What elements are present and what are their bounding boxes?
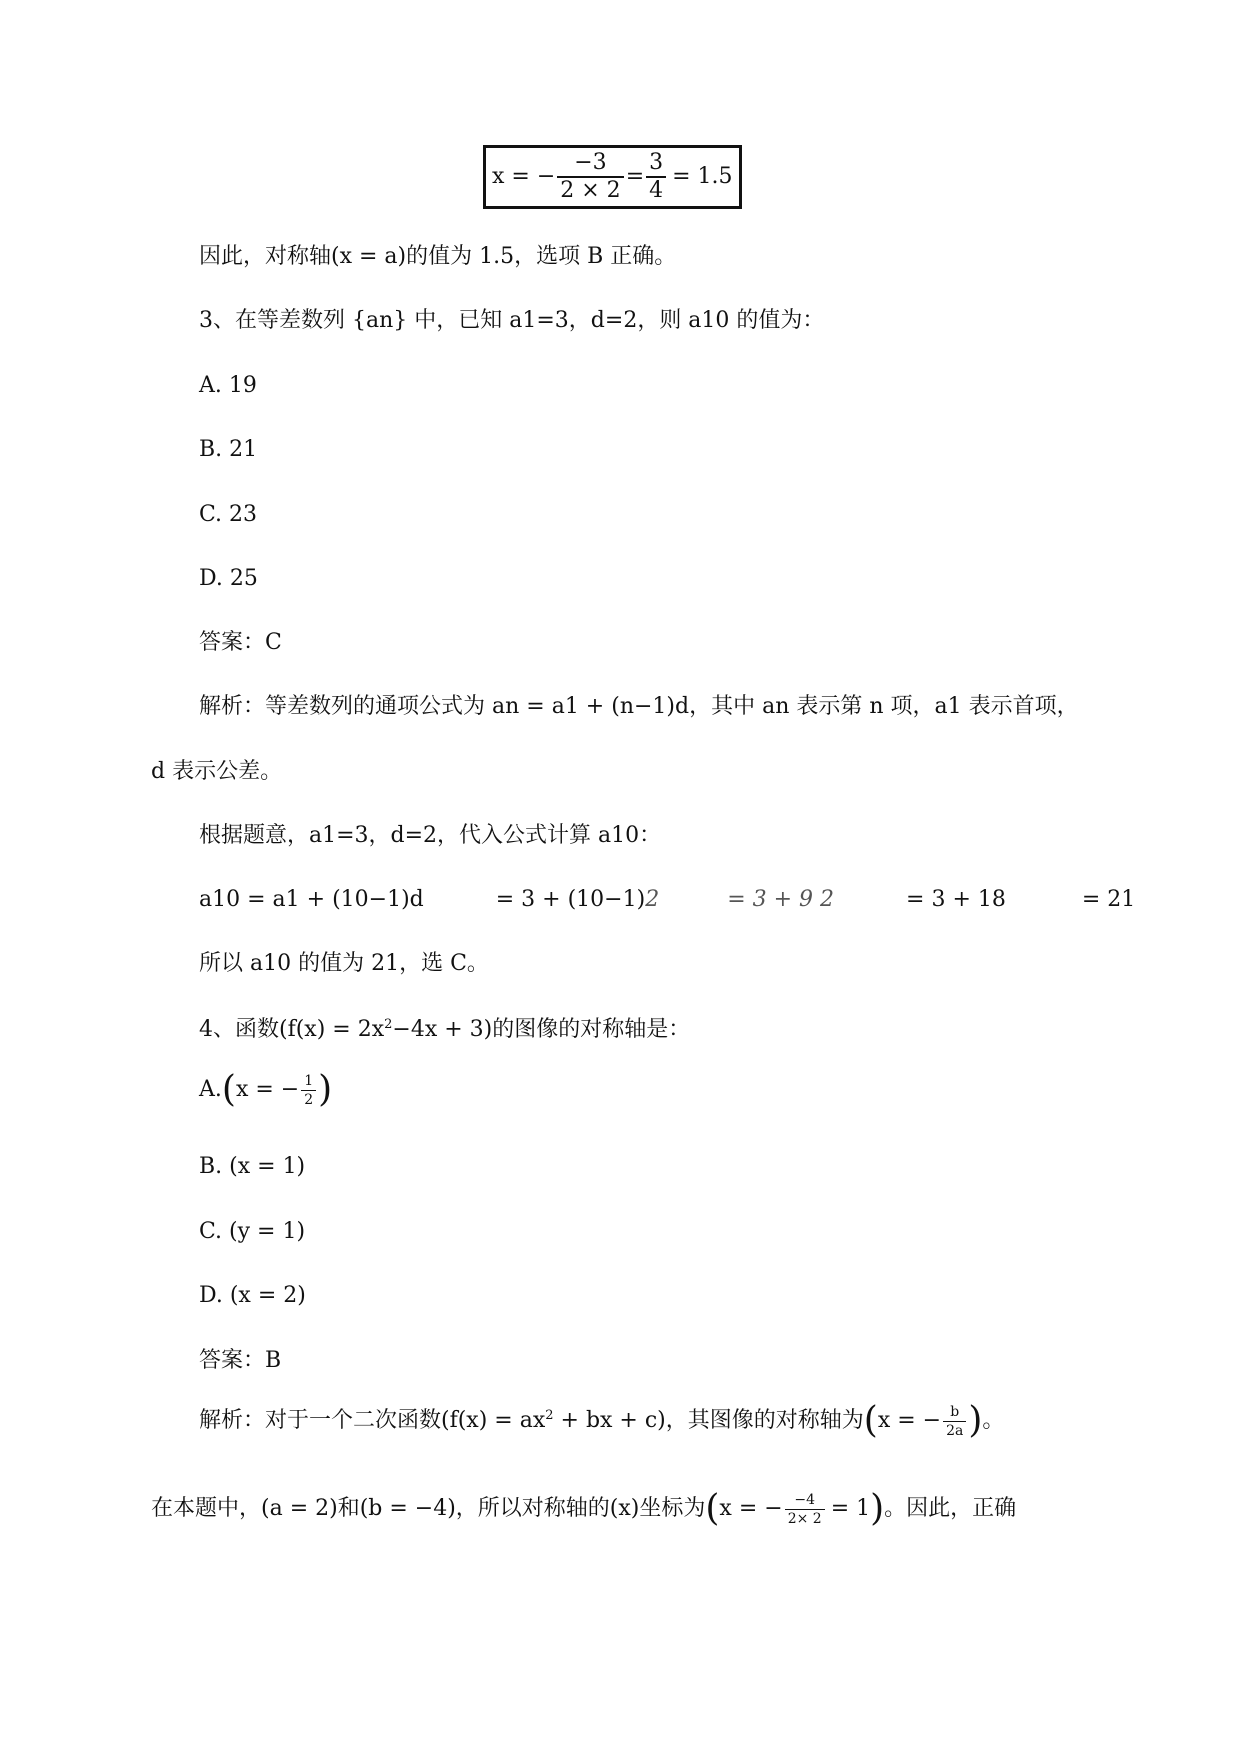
analysis-paren-close: ) (968, 1400, 983, 1441)
option-a-numerator: 1 (304, 1072, 314, 1089)
option-a-denominator: 2 (301, 1090, 316, 1107)
formula-fraction-2 (646, 152, 666, 202)
calc-step-2-multiplier: 2 (645, 887, 660, 912)
question-3-option-c: C. 23 (199, 502, 258, 527)
question-4-answer: 答案：B (199, 1348, 282, 1373)
calc-step-5: = 21 (1081, 887, 1136, 912)
question-3-conclusion: 所以 a10 的值为 21，选 C。 (199, 951, 489, 976)
last-line-post: 。因此，正确 (884, 1496, 1017, 1521)
analysis-end: 。 (982, 1408, 1005, 1433)
analysis-exponent: 2 (545, 1408, 554, 1423)
last-line-paren-close: ) (870, 1488, 885, 1529)
question-4-option-c: C. (y = 1) (199, 1219, 306, 1244)
question-3-option-d: D. 25 (199, 566, 258, 591)
question-3-calculation (199, 889, 1135, 911)
option-a-expression: x = − (235, 1077, 300, 1102)
question-4-analysis-line-1 (199, 1400, 1005, 1441)
last-line-denominator: 2× 2 (785, 1509, 825, 1526)
question-3-analysis-line-1: 解析：等差数列的通项公式为 an = a1 + (n−1)d，其中 an 表示第 n 项，a1 表示首项， (199, 694, 1079, 719)
analysis-numerator: b (950, 1403, 960, 1420)
formula-denominator-2: 4 (646, 176, 666, 202)
analysis-expression: x = − (877, 1408, 942, 1433)
formula-numerator-1: −3 (574, 150, 607, 175)
question-4-stem-exponent: 2 (384, 1017, 393, 1032)
question-3-analysis-line-2: d 表示公差。 (151, 759, 283, 784)
formula-numerator-2: 3 (649, 150, 664, 175)
question-4-option-b: B. (x = 1) (199, 1154, 306, 1179)
calc-step-2: = 3 + (10−1) (495, 887, 646, 912)
question-3-option-b: B. 21 (199, 437, 258, 462)
analysis-mid: + bx + c)，其图像的对称轴为 (553, 1408, 864, 1433)
analysis-fraction (943, 1405, 966, 1438)
last-line-paren-open: ( (705, 1488, 720, 1529)
formula-top (483, 145, 742, 209)
question-3-answer: 答案：C (199, 630, 282, 655)
last-line-pre: 在本题中，(a = 2)和(b = −4)，所以对称轴的(x)坐标为 (151, 1496, 706, 1521)
last-line-fraction (785, 1493, 825, 1526)
option-a-paren-close: ) (318, 1069, 333, 1110)
option-a-fraction (301, 1074, 316, 1107)
analysis-paren-open: ( (863, 1400, 878, 1441)
question-3-stem: 3、在等差数列 {an} 中，已知 a1=3，d=2，则 a10 的值为： (199, 308, 825, 333)
formula-equals: = (625, 164, 645, 189)
question-4-stem-pre: 4、函数(f(x) = 2x (199, 1017, 385, 1042)
question-4-option-a (199, 1069, 333, 1110)
question-3-analysis-line-3: 根据题意，a1=3，d=2，代入公式计算 a10： (199, 823, 662, 848)
formula-prefix: x = − (492, 164, 556, 189)
last-line-numerator: −4 (794, 1491, 815, 1508)
option-a-paren-open: ( (221, 1069, 236, 1110)
formula-suffix: = 1.5 (672, 164, 733, 189)
analysis-denominator: 2a (943, 1421, 966, 1438)
paragraph-axis-result: 因此，对称轴(x = a)的值为 1.5，选项 B 正确。 (199, 244, 677, 269)
option-a-label: A. (199, 1077, 222, 1102)
formula-fraction-1 (557, 152, 623, 202)
question-4-stem (199, 1018, 690, 1041)
calc-step-4: = 3 + 18 (906, 887, 1006, 912)
analysis-pre: 解析：对于一个二次函数(f(x) = ax (199, 1408, 546, 1433)
formula-denominator-1: 2 × 2 (557, 176, 623, 202)
question-4-analysis-line-2 (151, 1488, 1017, 1529)
question-4-option-d: D. (x = 2) (199, 1283, 306, 1308)
question-4-stem-post: −4x + 3)的图像的对称轴是： (392, 1017, 691, 1042)
last-line-equals: = 1 (830, 1496, 871, 1521)
question-3-option-a: A. 19 (199, 373, 257, 398)
last-line-expression: x = − (719, 1496, 783, 1521)
calc-step-1: a10 = a1 + (10−1)d (199, 887, 424, 912)
calc-step-3: = 3 + 9 2 (727, 887, 835, 912)
formula-bracket (483, 145, 742, 209)
